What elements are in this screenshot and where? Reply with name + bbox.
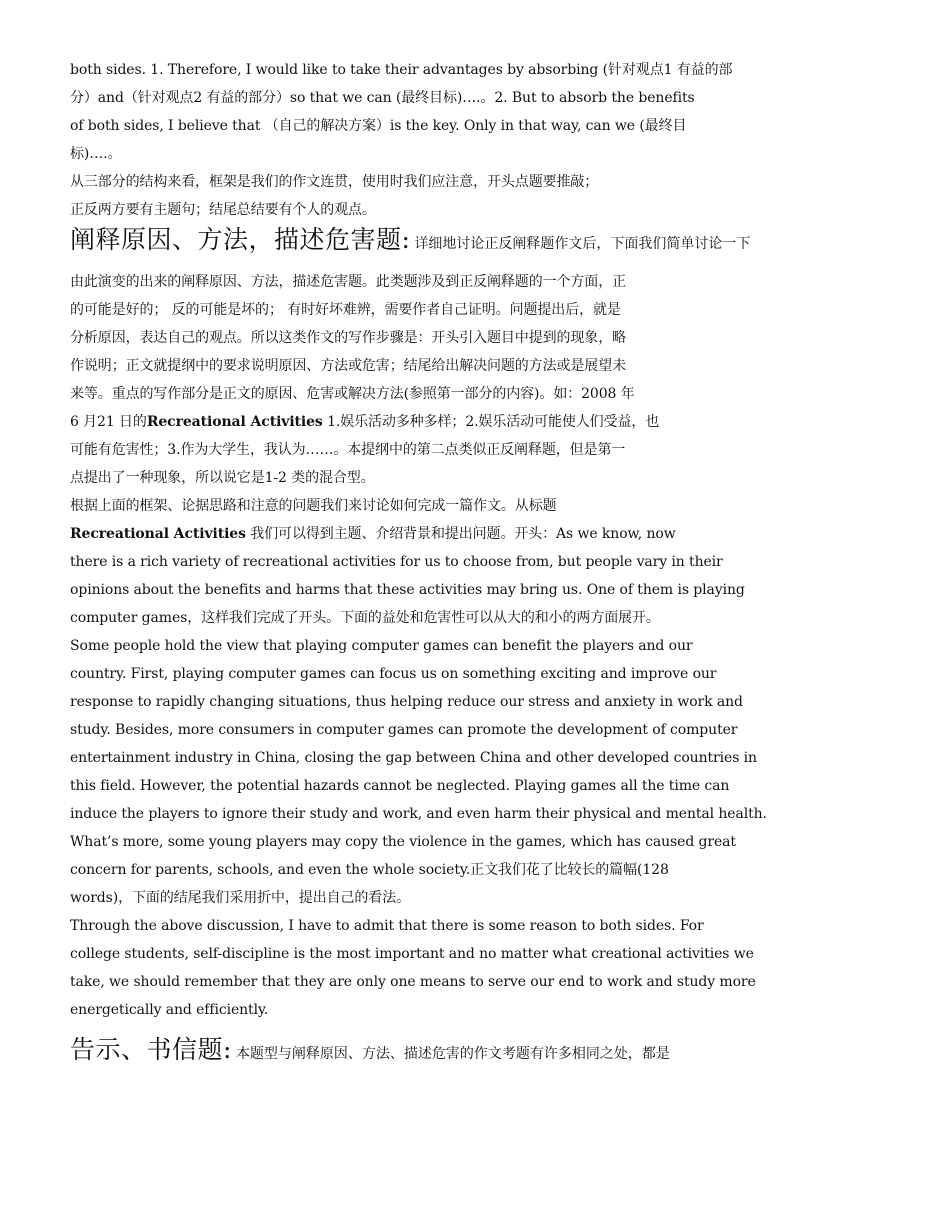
text-line: college students, self-discipline is the most important and no matter what creational activities we xyxy=(70,946,754,962)
document-page xyxy=(70,56,830,1078)
section-heading: 告示、书信题: xyxy=(70,1035,232,1064)
text-line: 标)….。 xyxy=(70,146,122,162)
text-line: 来等。重点的写作部分是正文的原因、危害或解决方法(参照第一部分的内容)。如：2008 年 xyxy=(70,386,635,402)
text-line: 从三部分的结构来看，框架是我们的作文连贯，使用时我们应注意，开头点题要推敲； xyxy=(70,174,599,190)
section-heading-tail: 本题型与阐释原因、方法、描述危害的作文考题有许多相同之处，都是 xyxy=(235,1046,670,1062)
text-line: this field. However, the potential hazards cannot be neglected. Playing games all the time can xyxy=(70,778,730,794)
text-line: 的可能是好的； 反的可能是坏的； 有时好坏难辨，需要作者自己证明。问题提出后，就是 xyxy=(70,302,621,318)
text-line: induce the players to ignore their study and work, and even harm their physical and mental health. xyxy=(70,806,767,822)
text-line: Through the above discussion, I have to admit that there is some reason to both sides. For xyxy=(70,918,704,934)
section-heading-line xyxy=(70,1030,830,1070)
section-heading-line xyxy=(70,220,830,260)
text-line: there is a rich variety of recreational activities for us to choose from, but people vary in their xyxy=(70,554,723,570)
section-heading-tail: 详细地讨论正反阐释题作文后，下面我们简单讨论一下 xyxy=(414,236,751,252)
text-line: computer games，这样我们完成了开头。下面的益处和危害性可以从大的和小的两方面展开。 xyxy=(70,610,660,626)
text-run: 我们可以得到主题、介绍背景和提出问题。开头：As we know, now xyxy=(245,526,676,542)
section-heading: 阐释原因、方法，描述危害题: xyxy=(70,225,411,254)
bold-title: Recreational Activities xyxy=(70,526,246,542)
text-line: 可能有危害性；3.作为大学生，我认为……。本提纲中的第二点类似正反阐释题，但是第一 xyxy=(70,442,626,458)
text-line: take, we should remember that they are only one means to serve our end to work and study more xyxy=(70,974,756,990)
text-line: Some people hold the view that playing computer games can benefit the players and our xyxy=(70,638,693,654)
text-line: 分析原因，表达自己的观点。所以这类作文的写作步骤是：开头引入题目中提到的现象，略 xyxy=(70,330,626,346)
text-line: 正反两方要有主题句；结尾总结要有个人的观点。 xyxy=(70,202,376,218)
text-line: 由此演变的出来的阐释原因、方法，描述危害题。此类题涉及到正反阐释题的一个方面，正 xyxy=(70,274,626,290)
text-line: response to rapidly changing situations, thus helping reduce our stress and anxiety in work and xyxy=(70,694,743,710)
text-run: 1.娱乐活动多种多样；2.娱乐活动可能使人们受益，也 xyxy=(322,414,660,430)
text-line: 作说明；正文就提纲中的要求说明原因、方法或危害；结尾给出解决问题的方法或是展望未 xyxy=(70,358,626,374)
text-line: country. First, playing computer games can focus us on something exciting and improve our xyxy=(70,666,717,682)
text-line: entertainment industry in China, closing the gap between China and other developed countries in xyxy=(70,750,757,766)
text-line: study. Besides, more consumers in computer games can promote the development of computer xyxy=(70,722,738,738)
text-line xyxy=(70,520,830,548)
intro-block xyxy=(70,56,830,224)
text-line: of both sides, I believe that （自己的解决方案）is the key. Only in that way, can we (最终目 xyxy=(70,118,687,134)
text-line xyxy=(70,408,830,436)
text-line: concern for parents, schools, and even the whole society.正文我们花了比较长的篇幅(128 xyxy=(70,862,669,878)
text-line: both sides. 1. Therefore, I would like to take their advantages by absorbing (针对观点1 有益的部 xyxy=(70,62,733,78)
section-body xyxy=(70,268,830,1024)
text-line: opinions about the benefits and harms that these activities may bring us. One of them is playing xyxy=(70,582,745,598)
text-line: words)，下面的结尾我们采用折中，提出自己的看法。 xyxy=(70,890,411,906)
text-line: 分）and（针对观点2 有益的部分）so that we can (最终目标)….。2. But to absorb the benefits xyxy=(70,90,695,106)
text-line: energetically and efficiently. xyxy=(70,1002,269,1018)
text-line: What’s more, some young players may copy the violence in the games, which has caused great xyxy=(70,834,736,850)
text-line: 点提出了一种现象，所以说它是1-2 类的混合型。 xyxy=(70,470,375,486)
text-line: 根据上面的框架、论据思路和注意的问题我们来讨论如何完成一篇作文。从标题 xyxy=(70,498,557,514)
bold-title: Recreational Activities xyxy=(146,414,323,430)
text-run: 6 月21 日的 xyxy=(70,414,147,430)
